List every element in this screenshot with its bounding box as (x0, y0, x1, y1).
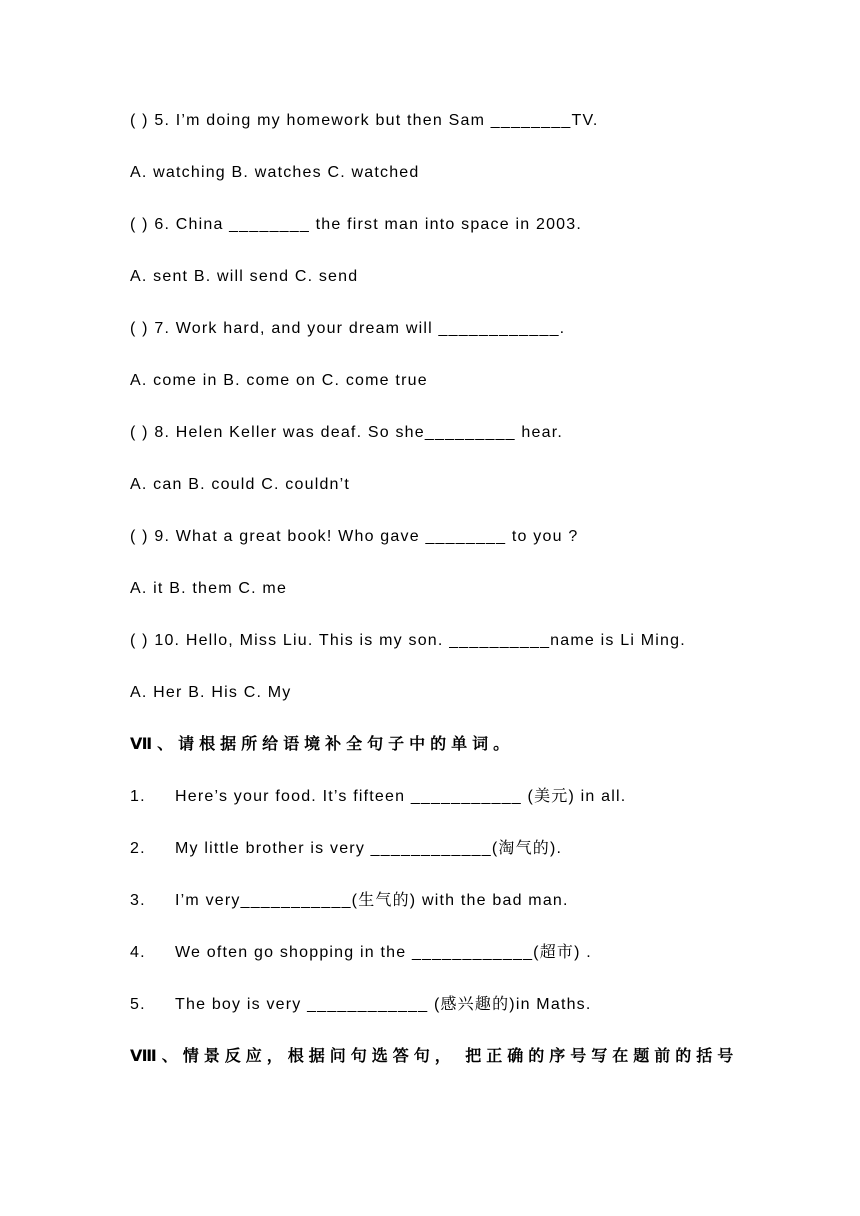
item-number: 5. (130, 996, 146, 1013)
section-7-item-3 (130, 888, 732, 914)
question-5-options: A. watching B. watches C. watched (130, 164, 420, 181)
item-text: Here’s your food. It’s fifteen ___________ (美元) in all. (175, 788, 627, 805)
question-9-options: A. it B. them C. me (130, 580, 288, 597)
section-7-heading: Ⅶ、请根据所给语境补全句子中的单词。 (130, 736, 515, 753)
question-6-options: A. sent B. will send C. send (130, 268, 359, 285)
question-7-stem: ( ) 7. Work hard, and your dream will ____________. (130, 320, 566, 337)
question-10-stem: ( ) 10. Hello, Miss Liu. This is my son. __________name is Li Ming. (130, 632, 686, 649)
question-9-stem: ( ) 9. What a great book! Who gave ________ to you ? (130, 528, 579, 545)
item-text: I’m very___________(生气的) with the bad man. (175, 892, 569, 909)
question-6-stem: ( ) 6. China ________ the first man into space in 2003. (130, 216, 583, 233)
question-5-stem: ( ) 5. I’m doing my homework but then Sam ________TV. (130, 112, 599, 129)
section-7-item-4 (130, 940, 732, 966)
question-10-options: A. Her B. His C. My (130, 684, 292, 701)
question-8-stem: ( ) 8. Helen Keller was deaf. So she_________ hear. (130, 424, 563, 441)
item-text: My little brother is very ____________(淘气的). (175, 840, 563, 857)
section-7-item-1 (130, 784, 732, 810)
question-8-options: A. can B. could C. couldn’t (130, 476, 351, 493)
section-7-item-5 (130, 992, 732, 1018)
item-number: 2. (130, 840, 146, 857)
item-number: 3. (130, 892, 146, 909)
item-number: 1. (130, 788, 146, 805)
item-text: We often go shopping in the ____________(超市) . (175, 944, 592, 961)
section-7-item-2 (130, 836, 732, 862)
question-7-options: A. come in B. come on C. come true (130, 372, 428, 389)
item-text: The boy is very ____________ (感兴趣的)in Maths. (175, 996, 592, 1013)
item-number: 4. (130, 944, 146, 961)
worksheet-page (130, 108, 739, 1096)
section-8-heading: Ⅷ、情景反应，根据问句选答句， 把正确的序号写在题前的括号 (130, 1048, 739, 1065)
